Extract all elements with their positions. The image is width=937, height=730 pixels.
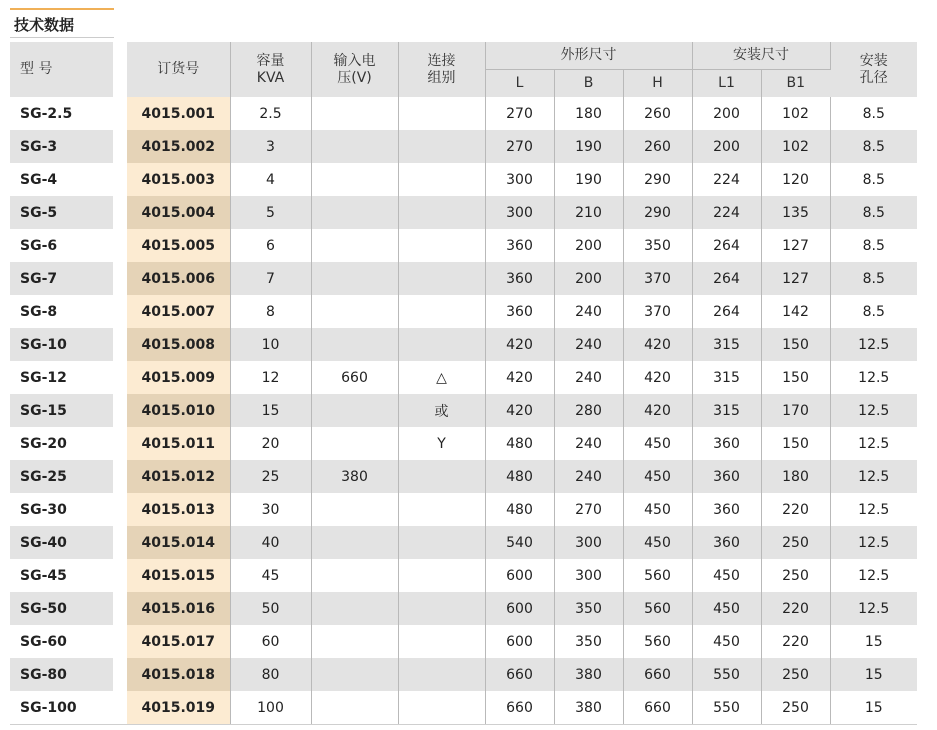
cell-hole: 12.5 xyxy=(858,567,890,584)
cell-order: 4015.004 xyxy=(127,196,230,229)
cell-b1: 142 xyxy=(761,295,830,328)
cell-l: 540 xyxy=(485,526,554,559)
cell-connection xyxy=(398,559,485,592)
cell-connection xyxy=(398,625,485,658)
cell-gap xyxy=(113,460,127,493)
cell-b1: 250 xyxy=(761,691,830,725)
cell-h: 420 xyxy=(623,361,692,394)
cell-order: 4015.014 xyxy=(127,526,230,559)
cell-voltage xyxy=(311,97,398,130)
cell-connection xyxy=(398,130,485,163)
header-outline-b: B xyxy=(554,70,623,98)
cell-hole: 12.5 xyxy=(858,369,890,386)
cell-capacity: 20 xyxy=(230,427,311,460)
cell-gap xyxy=(113,625,127,658)
table-row xyxy=(10,394,917,427)
cell-b1: 220 xyxy=(761,493,830,526)
cell-l1: 315 xyxy=(692,394,761,427)
cell-hole: 12.5 xyxy=(830,328,917,361)
cell-voltage xyxy=(311,229,398,262)
table-row xyxy=(10,592,917,625)
cell-hole: 12.5 xyxy=(830,394,917,427)
cell-b1: 102 xyxy=(761,130,830,163)
cell-l: 300 xyxy=(485,196,554,229)
cell-h: 260 xyxy=(623,130,692,163)
cell-connection xyxy=(398,691,485,725)
cell-connection xyxy=(398,493,485,526)
cell-order: 4015.009 xyxy=(127,361,230,394)
header-outline-l: L xyxy=(485,70,554,98)
cell-l: 270 xyxy=(485,130,554,163)
cell-order: 4015.010 xyxy=(127,394,230,427)
cell-connection xyxy=(398,262,485,295)
table-row xyxy=(10,229,917,262)
cell-connection xyxy=(398,229,485,262)
cell-order: 4015.011 xyxy=(127,427,230,460)
table-row xyxy=(10,691,917,725)
cell-order: 4015.008 xyxy=(127,328,230,361)
cell-capacity: 60 xyxy=(230,625,311,658)
cell-l: 300 xyxy=(485,163,554,196)
cell-connection xyxy=(398,592,485,625)
cell-connection: 或 xyxy=(398,394,485,427)
table-body xyxy=(10,97,917,725)
cell-b: 200 xyxy=(554,262,623,295)
cell-order: 4015.015 xyxy=(127,559,230,592)
table-row xyxy=(10,295,917,328)
cell-capacity: 3 xyxy=(230,130,311,163)
cell-l1: 360 xyxy=(692,460,761,493)
table-row xyxy=(10,361,917,394)
cell-b1: 180 xyxy=(761,460,830,493)
header-row xyxy=(10,42,917,70)
cell-connection xyxy=(398,658,485,691)
table-row xyxy=(10,427,917,460)
cell-gap xyxy=(113,97,127,130)
cell-b1: 250 xyxy=(761,526,830,559)
header-voltage xyxy=(311,42,398,97)
cell-gap xyxy=(113,394,127,427)
spec-table xyxy=(10,42,917,725)
cell-b: 350 xyxy=(554,592,623,625)
cell-l1: 264 xyxy=(692,295,761,328)
cell-gap xyxy=(113,691,127,725)
header-outline: 外形尺寸 xyxy=(485,42,692,70)
cell-connection xyxy=(398,163,485,196)
cell-l1: 315 xyxy=(692,328,761,361)
cell-h: 450 xyxy=(623,526,692,559)
cell-capacity: 45 xyxy=(230,559,311,592)
cell-hole: 15 xyxy=(864,633,883,650)
cell-h: 560 xyxy=(623,625,692,658)
table-row xyxy=(10,559,917,592)
cell-h: 450 xyxy=(623,460,692,493)
cell-b1: 127 xyxy=(761,229,830,262)
cell-order: 4015.006 xyxy=(127,262,230,295)
cell-hole: 15 xyxy=(830,691,917,725)
table-row xyxy=(10,460,917,493)
header-order: 订货号 xyxy=(127,42,230,97)
cell-l: 420 xyxy=(485,328,554,361)
cell-model: SG-40 xyxy=(10,526,113,559)
cell-b1: 127 xyxy=(761,262,830,295)
cell-model: SG-25 xyxy=(10,460,113,493)
cell-b: 380 xyxy=(554,691,623,725)
header-voltage-line2: 压(V) xyxy=(337,69,372,86)
cell-connection xyxy=(398,97,485,130)
cell-hole: 12.5 xyxy=(830,460,917,493)
cell-l: 600 xyxy=(485,625,554,658)
header-voltage-line1: 输入电 xyxy=(333,52,376,69)
title-accent-rule xyxy=(10,8,114,10)
cell-b: 240 xyxy=(554,295,623,328)
cell-voltage xyxy=(311,526,398,559)
table-row xyxy=(10,526,917,559)
table-row xyxy=(10,163,917,196)
cell-voltage xyxy=(311,163,398,196)
header-capacity xyxy=(230,42,311,97)
cell-h: 370 xyxy=(623,262,692,295)
header-outline-h: H xyxy=(623,70,692,98)
header-capacity-line1: 容量 xyxy=(256,52,285,69)
cell-voltage: 380 xyxy=(311,460,398,493)
cell-capacity: 10 xyxy=(230,328,311,361)
cell-l1: 450 xyxy=(692,592,761,625)
cell-gap xyxy=(113,163,127,196)
cell-h: 290 xyxy=(623,196,692,229)
cell-model: SG-5 xyxy=(10,196,113,229)
cell-l: 660 xyxy=(485,691,554,725)
cell-order: 4015.007 xyxy=(127,295,230,328)
cell-l1: 360 xyxy=(692,493,761,526)
cell-h: 560 xyxy=(623,592,692,625)
cell-h: 450 xyxy=(623,427,692,460)
cell-b1: 150 xyxy=(761,328,830,361)
cell-gap xyxy=(113,262,127,295)
cell-hole: 12.5 xyxy=(858,435,890,452)
cell-b1: 220 xyxy=(761,625,830,658)
cell-b1: 250 xyxy=(761,559,830,592)
cell-b: 190 xyxy=(554,163,623,196)
header-mount: 安装尺寸 xyxy=(692,42,830,70)
cell-h: 290 xyxy=(623,163,692,196)
cell-capacity: 7 xyxy=(230,262,311,295)
cell-b1: 135 xyxy=(761,196,830,229)
cell-b1: 170 xyxy=(761,394,830,427)
cell-b: 240 xyxy=(554,361,623,394)
cell-model: SG-4 xyxy=(20,171,58,188)
cell-gap xyxy=(113,361,127,394)
cell-voltage xyxy=(311,493,398,526)
header-hole xyxy=(830,42,917,97)
cell-l: 270 xyxy=(485,97,554,130)
header-hole-line1: 安装 xyxy=(859,52,888,69)
cell-l: 480 xyxy=(485,427,554,460)
cell-order: 4015.013 xyxy=(127,493,230,526)
cell-model: SG-2.5 xyxy=(20,105,73,122)
cell-hole: 8.5 xyxy=(830,130,917,163)
cell-l1: 264 xyxy=(692,262,761,295)
cell-l1: 360 xyxy=(692,427,761,460)
header-mount-b1: B1 xyxy=(761,70,830,98)
cell-connection xyxy=(398,460,485,493)
cell-hole: 8.5 xyxy=(830,196,917,229)
cell-capacity: 12 xyxy=(230,361,311,394)
cell-model: SG-50 xyxy=(10,592,113,625)
cell-connection: Y xyxy=(398,427,485,460)
cell-l1: 264 xyxy=(692,229,761,262)
cell-l: 660 xyxy=(485,658,554,691)
table-row xyxy=(10,196,917,229)
cell-h: 660 xyxy=(623,691,692,725)
table-row xyxy=(10,97,917,130)
cell-gap xyxy=(113,658,127,691)
cell-gap xyxy=(113,229,127,262)
cell-h: 370 xyxy=(623,295,692,328)
cell-l1: 550 xyxy=(692,658,761,691)
title-underline xyxy=(10,37,114,38)
cell-order: 4015.003 xyxy=(127,163,230,196)
cell-b: 270 xyxy=(554,493,623,526)
cell-voltage xyxy=(311,559,398,592)
cell-gap xyxy=(113,427,127,460)
header-connection-line1: 连接 xyxy=(427,52,456,69)
cell-capacity: 50 xyxy=(230,592,311,625)
cell-connection xyxy=(398,328,485,361)
cell-b: 380 xyxy=(554,658,623,691)
cell-l1: 450 xyxy=(692,625,761,658)
cell-l1: 200 xyxy=(692,130,761,163)
cell-gap xyxy=(113,295,127,328)
cell-order: 4015.019 xyxy=(127,691,230,725)
cell-h: 420 xyxy=(623,394,692,427)
cell-model: SG-15 xyxy=(10,394,113,427)
cell-capacity: 6 xyxy=(230,229,311,262)
cell-b1: 150 xyxy=(761,427,830,460)
cell-gap xyxy=(113,493,127,526)
table-row xyxy=(10,130,917,163)
cell-gap xyxy=(113,130,127,163)
header-connection xyxy=(398,42,485,97)
cell-hole: 8.5 xyxy=(862,105,885,122)
cell-model: SG-3 xyxy=(10,130,113,163)
cell-capacity: 4 xyxy=(230,163,311,196)
cell-hole: 8.5 xyxy=(862,303,885,320)
cell-b: 300 xyxy=(554,559,623,592)
cell-b1: 102 xyxy=(761,97,830,130)
cell-hole: 8.5 xyxy=(830,262,917,295)
cell-voltage xyxy=(311,625,398,658)
cell-connection: △ xyxy=(398,361,485,394)
cell-order: 4015.002 xyxy=(127,130,230,163)
cell-gap xyxy=(113,592,127,625)
cell-gap xyxy=(113,526,127,559)
cell-l: 600 xyxy=(485,559,554,592)
cell-model: SG-80 xyxy=(10,658,113,691)
cell-b: 240 xyxy=(554,460,623,493)
cell-hole: 15 xyxy=(830,658,917,691)
cell-hole: 12.5 xyxy=(830,592,917,625)
cell-voltage xyxy=(311,295,398,328)
section-title: 技术数据 xyxy=(14,16,75,34)
cell-l1: 315 xyxy=(692,361,761,394)
cell-model: SG-45 xyxy=(20,567,67,584)
cell-model: SG-8 xyxy=(20,303,58,320)
cell-capacity: 25 xyxy=(230,460,311,493)
header-model: 型 号 xyxy=(10,42,113,97)
cell-order: 4015.012 xyxy=(127,460,230,493)
table-row xyxy=(10,262,917,295)
cell-hole: 12.5 xyxy=(830,526,917,559)
cell-h: 560 xyxy=(623,559,692,592)
cell-l: 360 xyxy=(485,229,554,262)
cell-b1: 250 xyxy=(761,658,830,691)
cell-order: 4015.018 xyxy=(127,658,230,691)
cell-voltage xyxy=(311,592,398,625)
cell-capacity: 8 xyxy=(230,295,311,328)
cell-capacity: 40 xyxy=(230,526,311,559)
cell-l: 480 xyxy=(485,493,554,526)
cell-hole: 12.5 xyxy=(858,501,890,518)
cell-gap xyxy=(113,328,127,361)
cell-b: 240 xyxy=(554,328,623,361)
cell-voltage xyxy=(311,130,398,163)
cell-model: SG-100 xyxy=(10,691,113,725)
cell-voltage xyxy=(311,691,398,725)
header-connection-line2: 组别 xyxy=(427,69,456,86)
table-row xyxy=(10,625,917,658)
cell-h: 260 xyxy=(623,97,692,130)
cell-model: SG-60 xyxy=(20,633,67,650)
cell-voltage: 660 xyxy=(311,361,398,394)
cell-l1: 224 xyxy=(692,163,761,196)
cell-voltage xyxy=(311,658,398,691)
cell-capacity: 30 xyxy=(230,493,311,526)
cell-h: 660 xyxy=(623,658,692,691)
cell-connection xyxy=(398,196,485,229)
header-mount-l1: L1 xyxy=(692,70,761,98)
cell-order: 4015.001 xyxy=(127,97,230,130)
cell-model: SG-20 xyxy=(20,435,67,452)
cell-b1: 220 xyxy=(761,592,830,625)
cell-b: 240 xyxy=(554,427,623,460)
cell-b: 280 xyxy=(554,394,623,427)
cell-voltage xyxy=(311,196,398,229)
cell-gap xyxy=(113,559,127,592)
cell-b: 190 xyxy=(554,130,623,163)
table-row xyxy=(10,658,917,691)
cell-model: SG-10 xyxy=(10,328,113,361)
cell-capacity: 100 xyxy=(230,691,311,725)
table-row xyxy=(10,493,917,526)
cell-capacity: 80 xyxy=(230,658,311,691)
cell-b: 300 xyxy=(554,526,623,559)
cell-hole: 8.5 xyxy=(862,237,885,254)
cell-voltage xyxy=(311,262,398,295)
cell-l: 600 xyxy=(485,592,554,625)
cell-voltage xyxy=(311,394,398,427)
header-gap xyxy=(113,42,127,97)
cell-model: SG-30 xyxy=(20,501,67,518)
cell-h: 420 xyxy=(623,328,692,361)
cell-connection xyxy=(398,295,485,328)
cell-l: 360 xyxy=(485,295,554,328)
cell-capacity: 15 xyxy=(230,394,311,427)
cell-l: 480 xyxy=(485,460,554,493)
cell-gap xyxy=(113,196,127,229)
cell-h: 450 xyxy=(623,493,692,526)
cell-capacity: 5 xyxy=(230,196,311,229)
cell-capacity: 2.5 xyxy=(230,97,311,130)
cell-l1: 450 xyxy=(692,559,761,592)
cell-b: 210 xyxy=(554,196,623,229)
cell-order: 4015.016 xyxy=(127,592,230,625)
cell-l1: 550 xyxy=(692,691,761,725)
cell-l1: 360 xyxy=(692,526,761,559)
cell-order: 4015.017 xyxy=(127,625,230,658)
cell-l: 360 xyxy=(485,262,554,295)
cell-voltage xyxy=(311,328,398,361)
cell-model: SG-12 xyxy=(20,369,67,386)
cell-l1: 224 xyxy=(692,196,761,229)
table-row xyxy=(10,328,917,361)
cell-b: 200 xyxy=(554,229,623,262)
cell-l: 420 xyxy=(485,361,554,394)
cell-model: SG-7 xyxy=(10,262,113,295)
cell-b1: 120 xyxy=(761,163,830,196)
cell-hole: 8.5 xyxy=(862,171,885,188)
cell-order: 4015.005 xyxy=(127,229,230,262)
cell-b1: 150 xyxy=(761,361,830,394)
cell-model: SG-6 xyxy=(20,237,58,254)
header-capacity-line2: KVA xyxy=(256,69,285,86)
cell-l1: 200 xyxy=(692,97,761,130)
cell-h: 350 xyxy=(623,229,692,262)
cell-l: 420 xyxy=(485,394,554,427)
cell-connection xyxy=(398,526,485,559)
cell-b: 180 xyxy=(554,97,623,130)
cell-b: 350 xyxy=(554,625,623,658)
header-hole-line2: 孔径 xyxy=(859,69,888,86)
cell-voltage xyxy=(311,427,398,460)
